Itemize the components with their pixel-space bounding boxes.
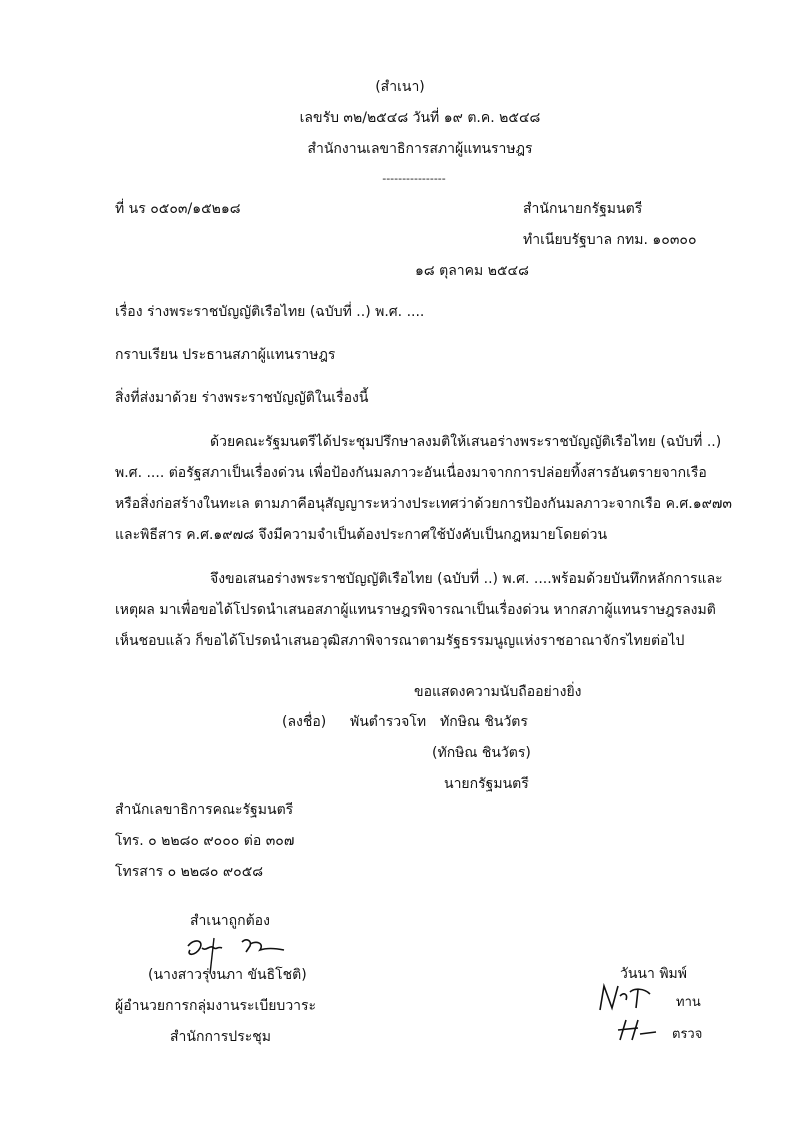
certifier-department: สำนักการประชุม [170,1029,271,1045]
paragraph-1-line-2: พ.ศ. .... ต่อรัฐสภาเป็นเรื่องด่วน เพื่อป้องกันมลภาวะอันเนื่องมาจากการปล่อยทิ้งสารอันตรายจากเรือ [115,465,707,481]
contact-phone: โทร. ๐ ๒๒๘๐ ๙๐๐๐ ต่อ ๓๐๗ [115,833,295,849]
signer-rank: พันตำรวจโท [350,714,427,730]
header-divider: ---------------- [382,172,446,185]
reference-number: ที่ นร ๐๕๐๓/๑๕๒๑๘ [115,201,241,217]
checker-initials [614,1016,660,1044]
contact-fax: โทรสาร ๐ ๒๒๘๐ ๙๐๕๘ [115,864,264,880]
paragraph-2-line-1: จึงขอเสนอร่างพระราชบัญญัติเรือไทย (ฉบับที่ ..) พ.ศ. ....พร้อมด้วยบันทึกหลักการและ [210,571,723,587]
received-office: สำนักงานเลขาธิการสภาผู้แทนราษฎร [307,141,533,157]
copy-label: (สำเนา) [375,79,425,95]
certifier-position: ผู้อำนวยการกลุ่มงานระเบียบวาระ [115,998,317,1014]
typist-name: วันนา พิมพ์ [620,966,687,982]
certified-copy-label: สำเนาถูกต้อง [190,913,270,929]
closing-regards: ขอแสดงความนับถืออย่างยิ่ง [414,684,582,700]
paragraph-2-line-3: เห็นชอบแล้ว ก็ขอได้โปรดนำเสนอวุฒิสภาพิจารณาตามรัฐธรรมนูญแห่งราชอาณาจักรไทยต่อไป [115,633,685,649]
letter-subject: เรื่อง ร่างพระราชบัญญัติเรือไทย (ฉบับที่ ..) พ.ศ. .... [115,304,425,320]
paragraph-2-line-2: เหตุผล มาเพื่อขอได้โปรดนำเสนอสภาผู้แทนราษฎรพิจารณาเป็นเรื่องด่วน หากสภาผู้แทนราษฎรลงมติ [115,602,716,618]
signed-label: (ลงชื่อ) [282,714,327,730]
signer-name: ทักษิณ ชินวัตร [440,714,528,730]
signer-title: นายกรัฐมนตรี [444,776,529,792]
paragraph-1-line-3: หรือสิ่งก่อสร้างในทะเล ตามภาคีอนุสัญญาระหว่างประเทศว่าด้วยการป้องกันมลภาวะจากเรือ ค.ศ.๑๙๗๓ [115,496,732,512]
sender-office: สำนักนายกรัฐมนตรี [523,201,643,217]
paragraph-1-line-4: และพิธีสาร ค.ศ.๑๙๗๘ จึงมีความจำเป็นต้องประกาศใช้บังคับเป็นกฎหมายโดยด่วน [115,527,608,543]
paragraph-1-line-1: ด้วยคณะรัฐมนตรีได้ประชุมปรึกษาลงมติให้เสนอร่างพระราชบัญญัติเรือไทย (ฉบับที่ ..) [210,434,722,450]
letter-salutation: กราบเรียน ประธานสภาผู้แทนราษฎร [115,347,336,363]
typist-initials [594,982,674,1014]
letter-date: ๑๘ ตุลาคม ๒๕๔๘ [415,263,529,279]
contact-office: สำนักเลขาธิการคณะรัฐมนตรี [115,802,294,818]
received-number: เลขรับ ๓๒/๒๕๔๘ วันที่ ๑๙ ต.ค. ๒๕๔๘ [299,110,541,126]
checked-label: ตรวจ [672,1027,703,1042]
sender-address: ทำเนียบรัฐบาล กทม. ๑๐๓๐๐ [523,232,697,248]
letter-enclosure: สิ่งที่ส่งมาด้วย ร่างพระราชบัญญัติในเรื่องนี้ [115,390,369,406]
certifier-name: (นางสาวรุ่งนภา ขันธิโชติ) [148,967,307,983]
signer-name-parenthesized: (ทักษิณ ชินวัตร) [432,745,531,761]
typed-label: ทาน [676,995,701,1010]
